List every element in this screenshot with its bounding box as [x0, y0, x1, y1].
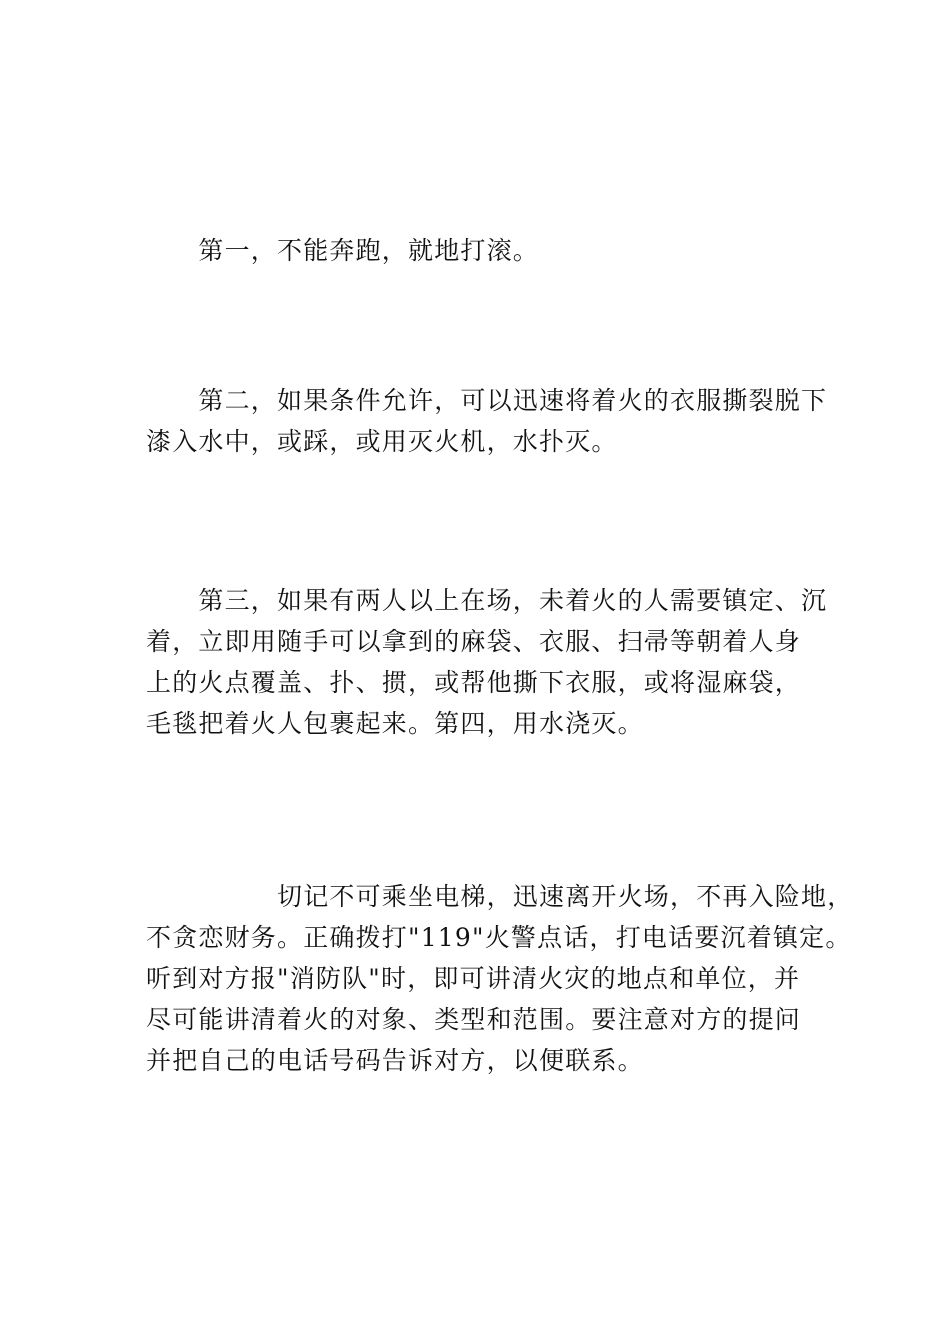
paragraph-first-rule [146, 230, 826, 271]
text-line: 不贪恋财务。正确拨打"119"火警点话，打电话要沉着镇定。 [146, 923, 852, 952]
text-line: 第一，不能奔跑，就地打滚。 [146, 236, 540, 265]
text-line: 切记不可乘坐电梯，迅速离开火场，不再入险地， [146, 882, 854, 911]
text-line: 尽可能讲清着火的对象、类型和范围。要注意对方的提问 [146, 1005, 802, 1034]
paragraph-second-rule [146, 380, 826, 462]
text-line: 并把自己的电话号码告诉对方，以便联系。 [146, 1046, 644, 1075]
text-line: 毛毯把着火人包裹起来。第四，用水浇灭。 [146, 709, 644, 738]
text-line: 上的火点覆盖、扑、掼，或帮他撕下衣服，或将湿麻袋， [146, 668, 802, 697]
paragraph-emergency-advice [146, 876, 854, 1081]
text-line: 着，立即用随手可以拿到的麻袋、衣服、扫帚等朝着人身 [146, 627, 802, 656]
text-line: 第三，如果有两人以上在场，未着火的人需要镇定、沉 [146, 586, 828, 615]
paragraph-third-rule [146, 580, 826, 744]
text-line: 漆入水中，或踩，或用灭火机，水扑灭。 [146, 427, 618, 456]
text-line: 第二，如果条件允许，可以迅速将着火的衣服撕裂脱下 [146, 386, 828, 415]
text-line: 听到对方报"消防队"时，即可讲清火灾的地点和单位，并 [146, 964, 801, 993]
